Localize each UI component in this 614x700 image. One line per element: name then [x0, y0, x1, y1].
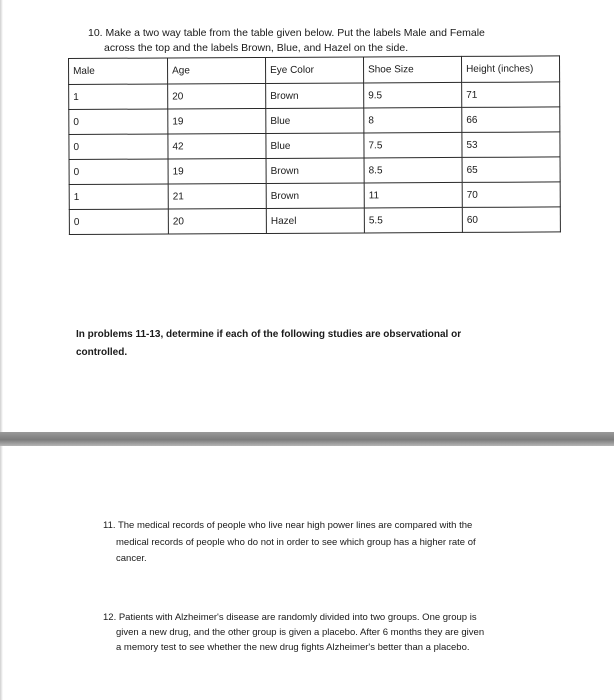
question-11-line-2: medical records of people who do not in order to see which group has a higher rate of: [116, 537, 476, 548]
table-cell: 53: [462, 132, 560, 158]
table-row: [69, 132, 560, 160]
table-cell: 8: [364, 107, 462, 133]
table-cell: 70: [462, 182, 560, 208]
table-cell: 71: [462, 82, 560, 108]
table-cell: 11: [364, 182, 462, 208]
question-11-line-3: cancer.: [116, 553, 147, 564]
table-cell: 20: [168, 83, 266, 109]
table-cell: 66: [462, 107, 560, 133]
table-cell: 0: [69, 209, 168, 235]
question-11-line-1: 11. The medical records of people who live near high power lines are compared with the: [103, 520, 473, 531]
table-cell: Blue: [266, 108, 364, 134]
question-12-line-1: 12. Patients with Alzheimer's disease are randomly divided into two groups. One group is: [103, 612, 477, 623]
question-10-line-1: 10. Make a two way table from the table given below. Put the labels Male and Female: [88, 27, 485, 39]
question-12-line-2: given a new drug, and the other group is given a placebo. After 6 months they are given: [116, 627, 485, 638]
header-height: Height (inches): [461, 56, 559, 83]
header-eye-color: Eye Color: [265, 57, 363, 84]
table-cell: 42: [168, 133, 266, 159]
table-cell: 60: [462, 207, 560, 233]
instructions-line-1: In problems 11-13, determine if each of the following studies are observational or: [76, 329, 462, 340]
table-cell: 0: [69, 159, 168, 185]
table-cell: 21: [168, 183, 266, 209]
table-row: [69, 157, 560, 185]
table-cell: Blue: [266, 133, 364, 159]
table-cell: 8.5: [364, 157, 462, 183]
table-cell: 1: [69, 84, 168, 110]
page-divider-band: [0, 432, 614, 446]
table-cell: Brown: [266, 83, 364, 109]
header-age: Age: [168, 57, 266, 84]
header-shoe-size: Shoe Size: [363, 56, 461, 83]
data-table: [68, 55, 561, 235]
table-cell: 20: [168, 208, 266, 234]
page-edge-shadow: [0, 0, 3, 700]
table-cell: Brown: [266, 183, 364, 209]
question-12-line-3: a memory test to see whether the new drug fights Alzheimer's better than a placebo.: [116, 642, 470, 653]
table-cell: 0: [69, 109, 168, 135]
table-cell: Hazel: [266, 208, 364, 234]
table-cell: 65: [462, 157, 560, 183]
table-cell: 19: [168, 108, 266, 134]
table-cell: Brown: [266, 158, 364, 184]
table-cell: 1: [69, 184, 168, 210]
table-cell: 5.5: [364, 207, 462, 233]
table-row: [69, 107, 560, 135]
instructions-line-2: controlled.: [76, 347, 128, 358]
table-cell: 9.5: [364, 82, 462, 108]
header-male: Male: [69, 58, 168, 85]
table-row: [69, 182, 560, 210]
table-cell: 0: [69, 134, 168, 160]
table-header-row: [69, 56, 560, 85]
table-cell: 19: [168, 158, 266, 184]
question-10-line-2: across the top and the labels Brown, Blue, and Hazel on the side.: [104, 42, 409, 54]
table-row: [69, 82, 560, 110]
table-cell: 7.5: [364, 132, 462, 158]
table-row: [69, 207, 560, 235]
worksheet-page-bottom: [0, 446, 614, 700]
